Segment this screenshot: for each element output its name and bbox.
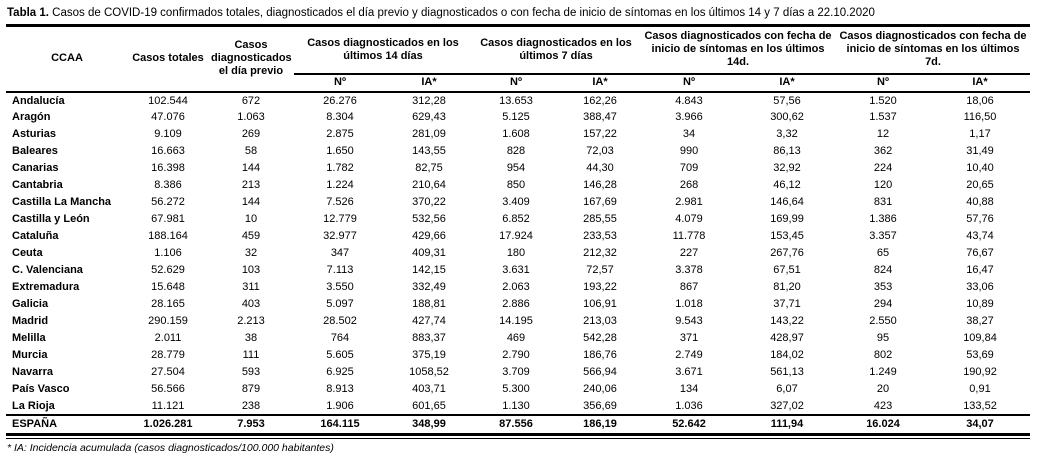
cell-value: 1.063	[237, 111, 265, 123]
cell-value: 3.671	[675, 366, 703, 378]
cell-value: 1.036	[675, 399, 703, 412]
cell-value: 867	[679, 281, 699, 293]
cell-value: 111	[242, 349, 260, 361]
cell-value: 146,28	[583, 179, 617, 191]
cell-value: 4.843	[675, 94, 703, 107]
cell-value: 824	[873, 264, 893, 276]
cell-value: 672	[241, 94, 261, 107]
cell-value: 1.537	[869, 111, 897, 123]
cell-value: 11.778	[672, 230, 706, 242]
cell-value: 240,06	[583, 383, 617, 395]
cell-value: 12	[876, 128, 890, 140]
cell-value: 281,09	[412, 128, 446, 140]
cell-value: 210,64	[412, 179, 446, 191]
cell-value: 709	[679, 162, 699, 174]
cell-value: 233,53	[583, 230, 617, 242]
cell-value: 143,22	[770, 315, 804, 327]
cell-value: 3.550	[326, 281, 354, 293]
table-row	[6, 398, 1030, 415]
cell-value: 67.981	[151, 213, 185, 225]
cell-value: 311	[242, 281, 260, 293]
cell-value: 18,06	[966, 94, 994, 107]
cell-value: 46,12	[773, 179, 801, 191]
subheader-num-diag-14d: Nº	[294, 74, 386, 92]
cell-value: 469	[506, 332, 526, 344]
ccaa-name: Asturias	[12, 128, 57, 140]
table-row	[6, 228, 1030, 245]
cell-value: 52.629	[151, 264, 185, 276]
cell-value: 32.977	[323, 230, 357, 242]
cell-value: 33,06	[966, 281, 994, 293]
table-body	[6, 92, 1030, 415]
cell-value: 428,97	[770, 332, 804, 344]
cell-value: 28.779	[151, 349, 185, 361]
cell-value: 409,31	[412, 247, 446, 259]
ccaa-name: Castilla y León	[12, 213, 90, 225]
cell-value: 332,49	[412, 281, 446, 293]
cell-value: 144	[241, 196, 261, 208]
cell-value: 52.642	[640, 415, 738, 435]
cell-value: 34	[682, 128, 696, 140]
cell-value: 227	[679, 247, 699, 259]
ccaa-name: Navarra	[12, 366, 53, 378]
total-row	[6, 415, 1030, 435]
cell-value: 1.650	[326, 145, 354, 157]
cell-value: 103	[241, 264, 261, 276]
subheader-num-sintomas-7d: Nº	[836, 74, 930, 92]
subheader-ia-diag-14d: IA*	[386, 74, 472, 92]
cell-value: 6.925	[326, 366, 354, 378]
cell-value: 1.106	[154, 247, 182, 259]
cell-value: 186,76	[583, 349, 617, 361]
cell-value: 362	[873, 145, 893, 157]
cell-value: 38,27	[966, 315, 994, 327]
cell-value: 188,81	[412, 298, 446, 310]
cell-value: 238	[241, 399, 261, 412]
cell-value: 38	[244, 332, 258, 344]
table-row	[6, 160, 1030, 177]
cell-value: 20	[876, 383, 890, 395]
header-ccaa: CCAA	[6, 26, 128, 92]
cell-value: 20,65	[966, 179, 994, 191]
ccaa-name: Cantabria	[12, 179, 63, 191]
cell-value: 290.159	[148, 315, 188, 327]
cell-value: 31,49	[966, 145, 994, 157]
cell-value: 4.079	[675, 213, 703, 225]
cell-value: 8.386	[154, 179, 182, 191]
cell-value: 2.981	[675, 196, 703, 208]
ccaa-name: Ceuta	[12, 247, 43, 259]
table-row	[6, 330, 1030, 347]
cell-value: 58	[244, 145, 258, 157]
header-group-diagnosticados-7d: Casos diagnosticados en los últimos 7 días	[472, 26, 640, 74]
table-footer	[6, 415, 1030, 435]
cell-value: 82,75	[415, 162, 443, 174]
cell-value: 144	[241, 162, 261, 174]
cell-value: 111,94	[738, 415, 836, 435]
cell-value: 56.566	[151, 383, 185, 395]
cell-value: 990	[679, 145, 699, 157]
footnote: * IA: Incidencia acumulada (casos diagnosticados/100.000 habitantes)	[7, 442, 334, 454]
ccaa-name: Canarias	[12, 162, 59, 174]
cell-value: 28.165	[151, 298, 185, 310]
cell-value: 53,69	[966, 349, 994, 361]
cell-value: 57,56	[773, 94, 801, 107]
cell-value: 106,91	[583, 298, 617, 310]
cell-value: 164.115	[294, 415, 386, 435]
cell-value: 850	[506, 179, 526, 191]
cell-value: 3.409	[502, 196, 530, 208]
cell-value: 162,26	[583, 94, 617, 107]
subheader-num-sintomas-14d: Nº	[640, 74, 738, 92]
cell-value: 134	[679, 383, 699, 395]
cell-value: 76,67	[966, 247, 994, 259]
cell-value: 57,76	[966, 213, 994, 225]
cell-value: 3,32	[776, 128, 798, 140]
cell-value: 67,51	[773, 264, 801, 276]
cell-value: 375,19	[412, 349, 446, 361]
cell-value: 268	[679, 179, 699, 191]
cell-value: 388,47	[583, 111, 617, 123]
cell-value: 34,07	[930, 415, 1030, 435]
table-row	[6, 143, 1030, 160]
cell-value: 348,99	[386, 415, 472, 435]
cell-value: 10,40	[966, 162, 994, 174]
cell-value: 180	[506, 247, 526, 259]
cell-value: 157,22	[583, 128, 617, 140]
cell-value: 2.875	[326, 128, 354, 140]
table-row	[6, 262, 1030, 279]
cell-value: 429,66	[412, 230, 446, 242]
table-row	[6, 381, 1030, 398]
table-row	[6, 126, 1030, 143]
subheader-ia-diag-7d: IA*	[560, 74, 640, 92]
cell-value: 2.886	[502, 298, 530, 310]
cell-value: 459	[241, 230, 261, 242]
cell-value: 47.076	[151, 111, 185, 123]
ccaa-name: País Vasco	[12, 383, 70, 395]
cell-value: 427,74	[412, 315, 446, 327]
subheader-ia-sintomas-14d: IA*	[738, 74, 836, 92]
cell-value: 2.063	[502, 281, 530, 293]
cell-value: 7.526	[326, 196, 354, 208]
cell-value: 40,88	[966, 196, 994, 208]
table-title-label: Tabla 1.	[7, 7, 49, 19]
cell-value: 86,13	[773, 145, 801, 157]
table-title-text: Casos de COVID-19 confirmados totales, diagnosticados el día previo y diagnosticados o con fecha de inicio de síntomas en los últimos 14 y 7 días a 22.10.2020	[48, 7, 875, 19]
cell-value: 542,28	[583, 332, 617, 344]
cell-value: 212,32	[583, 247, 617, 259]
cell-value: 403,71	[412, 383, 446, 395]
cell-value: 879	[241, 383, 261, 395]
cell-value: 2.550	[869, 315, 897, 327]
cell-value: 2.749	[675, 349, 703, 361]
cell-value: 1.906	[326, 399, 354, 412]
cell-value: 120	[873, 179, 893, 191]
cell-value: 3.966	[675, 111, 703, 123]
cell-value: 3.378	[675, 264, 703, 276]
ccaa-name: Andalucía	[12, 94, 65, 107]
cell-value: 8.304	[326, 111, 354, 123]
cell-value: 213	[241, 179, 261, 191]
cell-value: 2.011	[154, 332, 182, 344]
cell-value: 561,13	[770, 366, 804, 378]
cell-value: 1.608	[502, 128, 530, 140]
cell-value: 5.125	[502, 111, 530, 123]
cell-value: 28.502	[323, 315, 357, 327]
table-row	[6, 109, 1030, 126]
cell-value: 16.024	[836, 415, 930, 435]
cell-value: 188.164	[148, 230, 188, 242]
cell-value: 8.913	[326, 383, 354, 395]
cell-value: 1.018	[675, 298, 703, 310]
cell-value: 0,91	[969, 383, 991, 395]
table-header	[6, 26, 1030, 92]
cell-value: 1.224	[326, 179, 354, 191]
cell-value: 6.852	[502, 213, 530, 225]
cell-value: 10,89	[966, 298, 994, 310]
cell-value: 269	[241, 128, 261, 140]
ccaa-name: Galicia	[12, 298, 49, 310]
cell-value: 13.653	[499, 94, 533, 107]
cell-value: 312,28	[412, 94, 446, 107]
cell-value: 11.121	[151, 399, 185, 412]
cell-value: 16,47	[966, 264, 994, 276]
cell-value: 828	[506, 145, 526, 157]
cell-value: 14.195	[499, 315, 533, 327]
cell-value: 169,99	[770, 213, 804, 225]
cell-value: 72,03	[586, 145, 614, 157]
cell-value: 193,22	[583, 281, 617, 293]
cell-value: 81,20	[773, 281, 801, 293]
cell-value: 883,37	[412, 332, 446, 344]
header-dia-previo: Casos diagnosticados el día previo	[208, 26, 294, 92]
cell-value: 1.026.281	[128, 415, 208, 435]
ccaa-name: La Rioja	[12, 399, 55, 412]
cell-value: 87.556	[472, 415, 560, 435]
ccaa-name: Extremadura	[12, 281, 80, 293]
cell-value: 9.543	[675, 315, 703, 327]
cell-value: 116,50	[963, 111, 997, 123]
cell-value: 184,02	[770, 349, 804, 361]
table-title	[6, 5, 1031, 24]
cell-value: 16.663	[151, 145, 185, 157]
table-row	[6, 313, 1030, 330]
ccaa-name: Madrid	[12, 315, 49, 327]
ccaa-name: Castilla La Mancha	[12, 196, 112, 208]
cell-value: 224	[873, 162, 893, 174]
cell-value: 133,52	[963, 399, 997, 412]
cell-value: 764	[330, 332, 350, 344]
table-row	[6, 211, 1030, 228]
cell-value: 294	[873, 298, 893, 310]
cell-value: 532,56	[412, 213, 446, 225]
cell-value: 142,15	[412, 264, 446, 276]
ccaa-name: Aragón	[12, 111, 51, 123]
covid-cases-table	[6, 24, 1030, 436]
cell-value: 327,02	[770, 399, 804, 412]
cell-value: 831	[873, 196, 893, 208]
cell-value: 267,76	[770, 247, 804, 259]
table-row	[6, 347, 1030, 364]
cell-value: 32,92	[773, 162, 801, 174]
cell-value: 5.097	[326, 298, 354, 310]
cell-value: 1.782	[326, 162, 354, 174]
header-group-diagnosticados-14d: Casos diagnosticados en los últimos 14 días	[294, 26, 472, 74]
cell-value: 167,69	[583, 196, 617, 208]
cell-value: 186,19	[560, 415, 640, 435]
cell-value: 1058,52	[409, 366, 449, 378]
cell-value: 370,22	[412, 196, 446, 208]
cell-value: 1.130	[502, 399, 530, 412]
cell-value: 1.249	[869, 366, 897, 378]
cell-value: 102.544	[148, 94, 188, 107]
cell-value: 12.779	[323, 213, 357, 225]
header-casos-totales: Casos totales	[128, 26, 208, 92]
ccaa-name: ESPAÑA	[6, 415, 128, 435]
cell-value: 143,55	[412, 145, 446, 157]
cell-value: 403	[241, 298, 261, 310]
cell-value: 423	[873, 399, 893, 412]
header-group-sintomas-7d: Casos diagnosticados con fecha de inicio de síntomas en los últimos 7d.	[836, 26, 1030, 74]
cell-value: 9.109	[154, 128, 182, 140]
ccaa-name: C. Valenciana	[12, 264, 83, 276]
cell-value: 5.605	[326, 349, 354, 361]
cell-value: 3.357	[869, 230, 897, 242]
cell-value: 32	[244, 247, 258, 259]
table-row	[6, 279, 1030, 296]
cell-value: 593	[241, 366, 261, 378]
cell-value: 300,62	[770, 111, 804, 123]
cell-value: 7.113	[326, 264, 354, 276]
table-row	[6, 296, 1030, 313]
cell-value: 601,65	[412, 399, 446, 412]
table-row	[6, 92, 1030, 109]
cell-value: 190,92	[963, 366, 997, 378]
cell-value: 37,71	[773, 298, 801, 310]
table-row	[6, 177, 1030, 194]
cell-value: 3.631	[502, 264, 530, 276]
cell-value: 153,45	[770, 230, 804, 242]
header-group-sintomas-14d: Casos diagnosticados con fecha de inicio de síntomas en los últimos 14d.	[640, 26, 836, 74]
cell-value: 72,57	[586, 264, 614, 276]
cell-value: 109,84	[963, 332, 997, 344]
ccaa-name: Baleares	[12, 145, 58, 157]
ccaa-name: Murcia	[12, 349, 48, 361]
cell-value: 6,07	[776, 383, 798, 395]
table-row	[6, 245, 1030, 262]
cell-value: 213,03	[583, 315, 617, 327]
cell-value: 5.300	[502, 383, 530, 395]
cell-value: 356,69	[583, 399, 617, 412]
cell-value: 65	[876, 247, 890, 259]
ccaa-name: Melilla	[12, 332, 46, 344]
cell-value: 629,43	[412, 111, 446, 123]
cell-value: 56.272	[151, 196, 185, 208]
ccaa-name: Cataluña	[12, 230, 59, 242]
cell-value: 44,30	[586, 162, 614, 174]
cell-value: 43,74	[966, 230, 994, 242]
cell-value: 2.213	[237, 315, 265, 327]
cell-value: 15.648	[151, 281, 185, 293]
cell-value: 146,64	[770, 196, 804, 208]
cell-value: 802	[873, 349, 893, 361]
cell-value: 371	[679, 332, 699, 344]
cell-value: 954	[506, 162, 526, 174]
cell-value: 1,17	[969, 128, 991, 140]
cell-value: 2.790	[502, 349, 530, 361]
cell-value: 7.953	[208, 415, 294, 435]
cell-value: 3.709	[502, 366, 530, 378]
cell-value: 16.398	[151, 162, 185, 174]
cell-value: 353	[873, 281, 893, 293]
cell-value: 27.504	[151, 366, 185, 378]
cell-value: 1.520	[869, 94, 897, 107]
cell-value: 95	[876, 332, 890, 344]
subheader-num-diag-7d: Nº	[472, 74, 560, 92]
cell-value: 566,94	[583, 366, 617, 378]
table-row	[6, 364, 1030, 381]
header-row-groups	[6, 26, 1030, 74]
cell-value: 26.276	[323, 94, 357, 107]
table-row	[6, 194, 1030, 211]
cell-value: 17.924	[499, 230, 533, 242]
cell-value: 10	[244, 213, 258, 225]
subheader-ia-sintomas-7d: IA*	[930, 74, 1030, 92]
cell-value: 347	[330, 247, 350, 259]
cell-value: 1.386	[869, 213, 897, 225]
cell-value: 285,55	[583, 213, 617, 225]
